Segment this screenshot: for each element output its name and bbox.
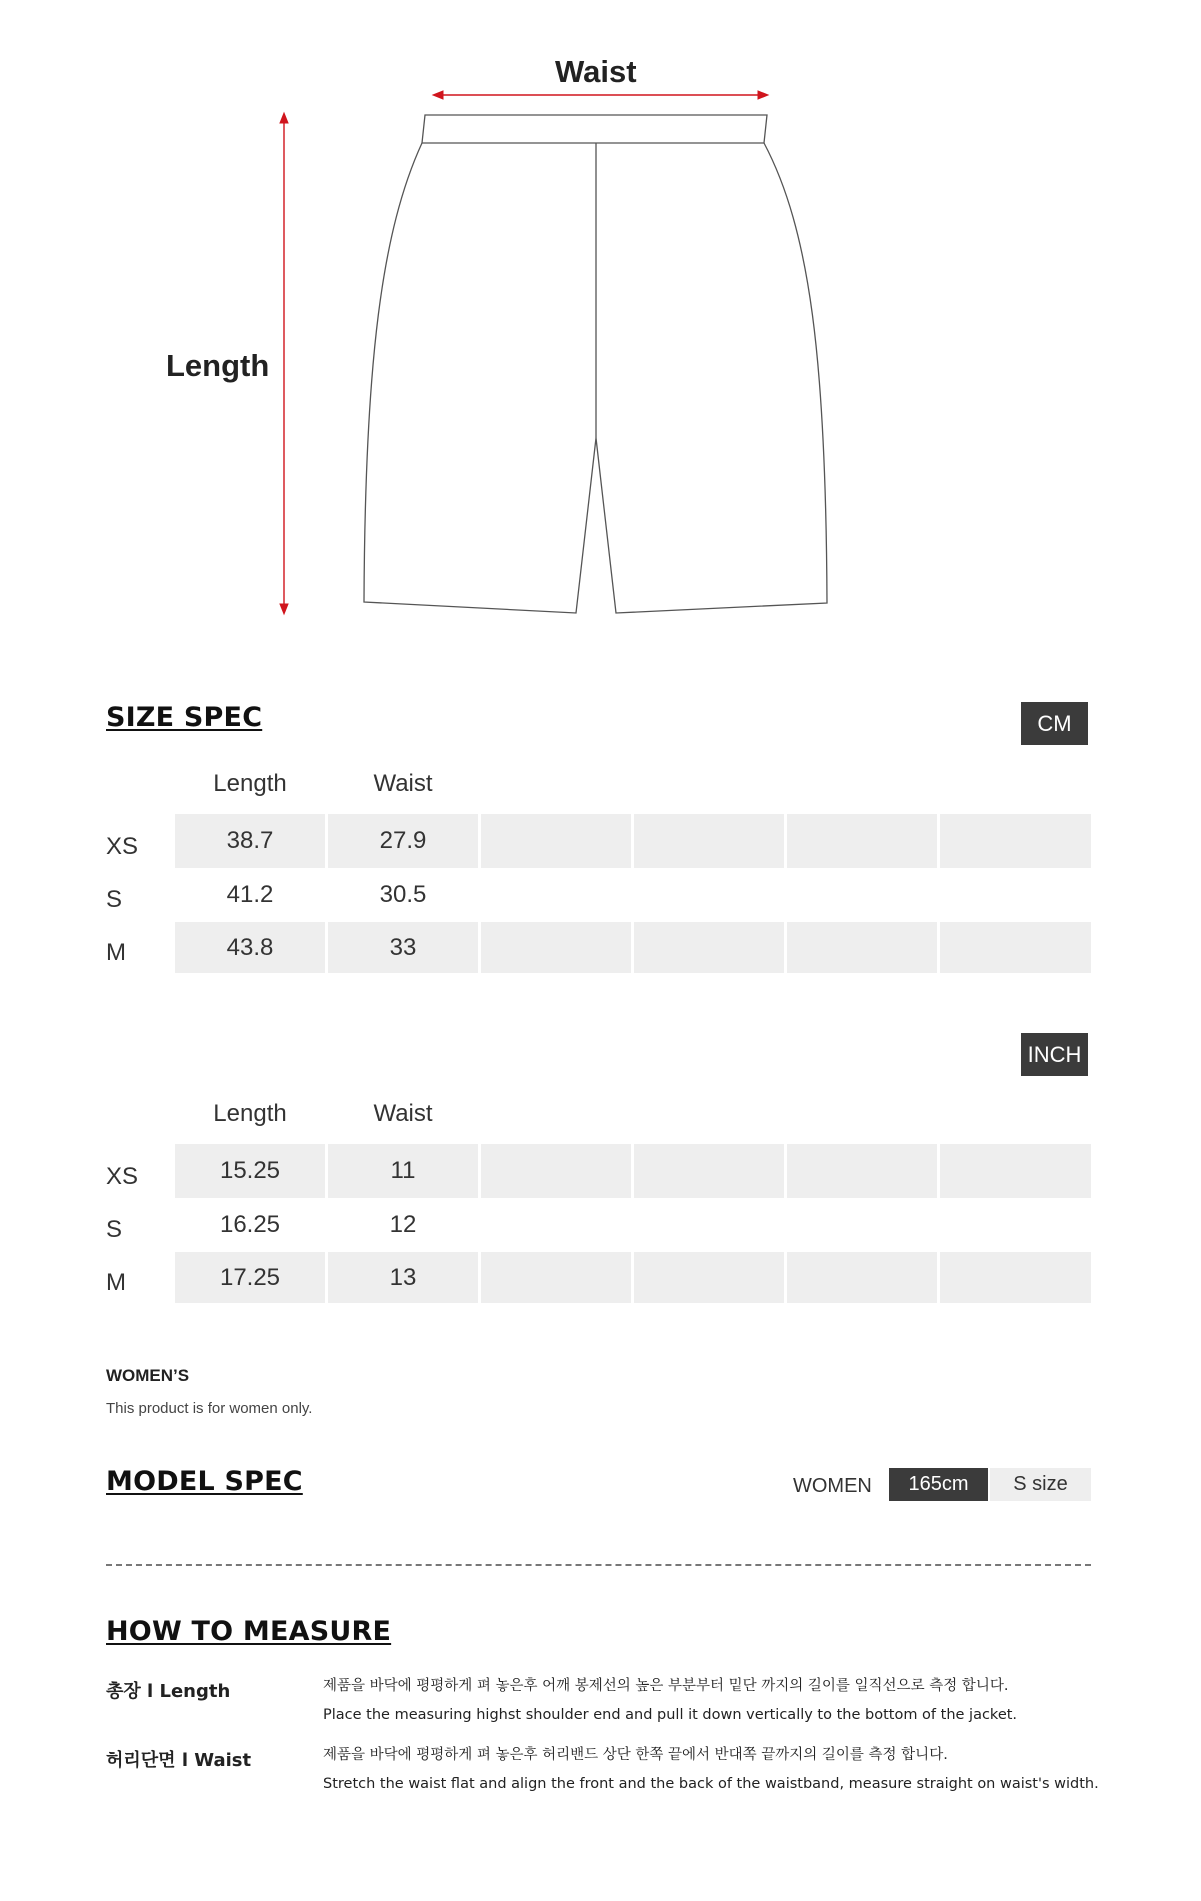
table-cell-empty [634,922,784,973]
measure-text-ko: 제품을 바닥에 평평하게 펴 놓은후 허리밴드 상단 한쪽 끝에서 반대쪽 끝까지의 길이를 측정 합니다. [323,1747,948,1763]
table-cell-empty [634,814,784,868]
row-size-label: XS [106,1163,139,1190]
table-cell-empty [481,1252,631,1303]
table-cell-empty [787,1144,937,1198]
measure-text-en: Place the measuring highst shoulder end and pull it down vertically to the bottom of the jacket. [323,1707,1018,1723]
shorts-illustration [0,0,1201,640]
table-cell-empty [940,1252,1091,1303]
table-cell-empty [940,814,1091,868]
row-size-label: S [106,886,123,913]
table-cell: 11 [328,1144,478,1198]
unit-badge-inch: INCH [1021,1033,1088,1076]
table-cell: 15.25 [175,1144,325,1198]
row-size-label: M [106,1269,126,1296]
model-spec-title: MODEL SPEC [106,1466,303,1497]
table-cell-empty [634,1252,784,1303]
table-cell: 12 [389,1211,417,1238]
how-to-measure-title: HOW TO MEASURE [106,1616,392,1647]
model-height-badge: 165cm [889,1468,988,1501]
table-cell: 16.25 [219,1211,281,1238]
shorts-outline [364,115,827,613]
table-cell-empty [787,922,937,973]
measure-text-en: Stretch the waist flat and align the front and the back of the waistband, measure straight on waist's width. [323,1776,1099,1792]
table-cell-empty [481,814,631,868]
table-cell: 27.9 [328,814,478,868]
column-header-length: Length [213,770,287,797]
table-cell-empty [481,922,631,973]
length-label: Length [166,348,270,383]
measure-text-ko: 제품을 바닥에 평평하게 펴 놓은후 어깨 봉제선의 높은 부분부터 밑단 까지의 길이를 일직선으로 측정 합니다. [323,1678,1009,1694]
table-cell: 33 [328,922,478,973]
table-cell-empty [787,1252,937,1303]
measure-desc-waist [323,1741,1099,1799]
column-header-waist: Waist [373,1100,433,1127]
table-cell-empty [940,1144,1091,1198]
table-cell-empty [787,814,937,868]
model-size-badge: S size [990,1468,1091,1501]
unit-badge-cm: CM [1021,702,1088,745]
table-cell: 43.8 [175,922,325,973]
waist-arrow [433,91,768,99]
model-gender: WOMEN [793,1475,872,1497]
length-arrow [280,113,288,614]
table-cell-empty [634,1144,784,1198]
measure-label-length: 총장 l Length [106,1681,231,1702]
row-size-label: S [106,1216,123,1243]
size-spec-title: SIZE SPEC [106,702,263,733]
table-cell: 17.25 [175,1252,325,1303]
womens-note: This product is for women only. [106,1400,313,1417]
shorts-diagram [0,0,1201,640]
table-cell: 13 [328,1252,478,1303]
row-size-label: M [106,939,126,966]
section-divider [106,1564,1091,1566]
measure-label-waist: 허리단면 l Waist [106,1750,252,1771]
womens-title: WOMEN’S [106,1366,190,1385]
table-cell-empty [481,1144,631,1198]
column-header-waist: Waist [373,770,433,797]
table-cell-empty [940,922,1091,973]
table-cell: 38.7 [175,814,325,868]
column-header-length: Length [213,1100,287,1127]
waist-label: Waist [555,54,637,89]
measure-desc-length [323,1672,1017,1730]
table-cell: 30.5 [379,881,427,908]
row-size-label: XS [106,833,139,860]
table-cell: 41.2 [226,881,274,908]
